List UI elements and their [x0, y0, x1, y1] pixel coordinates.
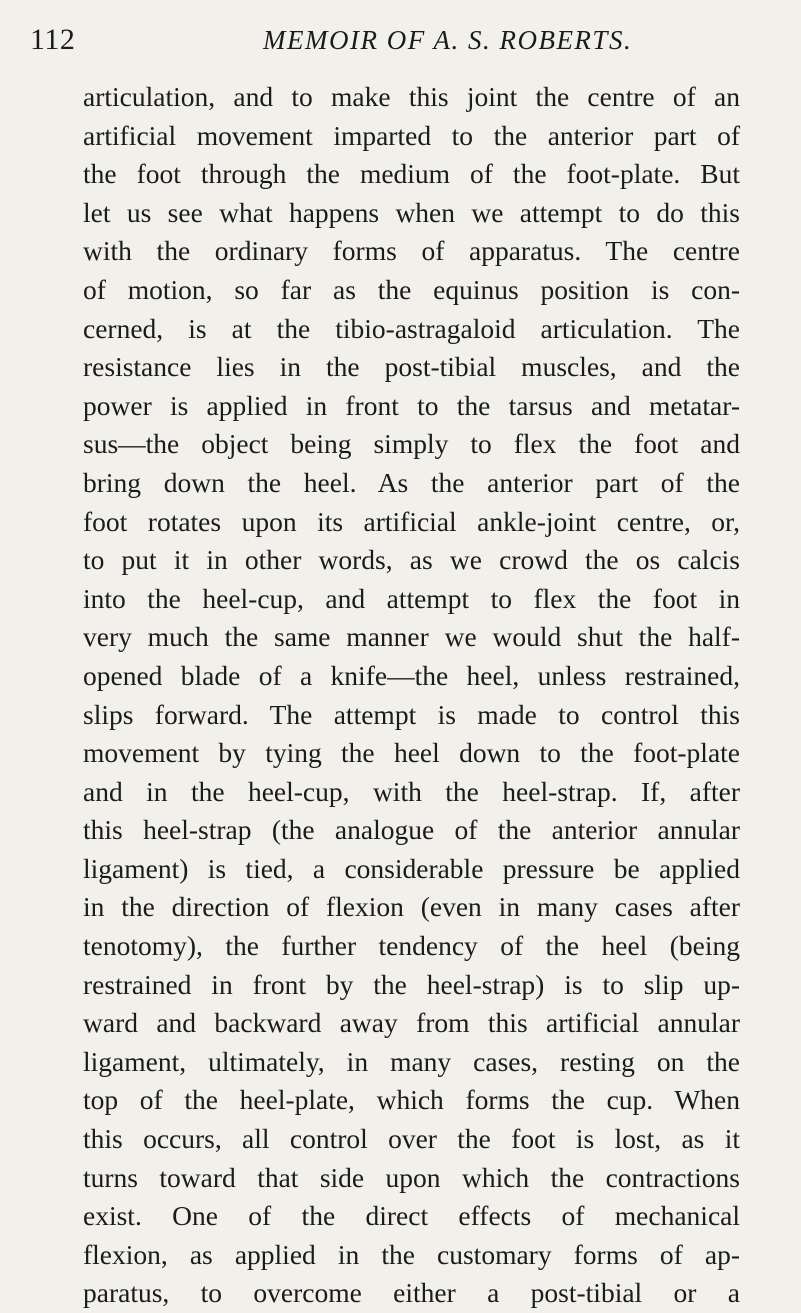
text-line: to put it in other words, as we crowd the os calcis — [83, 544, 740, 576]
text-line: resistance lies in the post-tibial muscles, and the — [83, 351, 740, 383]
text-line: movement by tying the heel down to the foot-plate — [83, 737, 740, 769]
text-line: opened blade of a knife—the heel, unless restrained, — [83, 659, 740, 691]
text-line: exist. One of the direct effects of mechanical — [83, 1200, 740, 1232]
text-line: turns toward that side upon which the contractions — [83, 1161, 740, 1193]
text-line: bring down the heel. As the anterior part of the — [83, 466, 740, 498]
text-line: power is applied in front to the tarsus and metatar- — [83, 389, 740, 421]
body-text — [83, 78, 740, 1313]
text-line: this heel-strap (the analogue of the anterior annular — [83, 814, 740, 846]
text-line: cerned, is at the tibio-astragaloid articulation. The — [83, 312, 740, 344]
text-line: tenotomy), the further tendency of the heel (being — [83, 930, 740, 962]
text-line: let us see what happens when we attempt to do this — [83, 196, 740, 228]
text-line: paratus, to overcome either a post-tibial or a — [83, 1277, 740, 1309]
text-line: top of the heel-plate, which forms the cup. When — [83, 1084, 740, 1116]
running-head — [30, 20, 748, 60]
text-line: restrained in front by the heel-strap) is to slip up- — [83, 968, 740, 1000]
text-line: ligament, ultimately, in many cases, resting on the — [83, 1045, 740, 1077]
text-line: sus—the object being simply to flex the foot and — [83, 428, 740, 460]
text-line: with the ordinary forms of apparatus. The centre — [83, 235, 740, 267]
text-line: very much the same manner we would shut the half- — [83, 621, 740, 653]
text-line: artificial movement imparted to the anterior part of — [83, 119, 740, 151]
text-line: flexion, as applied in the customary forms of ap- — [83, 1238, 740, 1270]
text-line: ligament) is tied, a considerable pressure be applied — [83, 852, 740, 884]
page-number: 112 — [30, 23, 76, 56]
text-line: slips forward. The attempt is made to control this — [83, 698, 740, 730]
text-line: this occurs, all control over the foot is lost, as it — [83, 1123, 740, 1155]
text-line: ward and backward away from this artificial annular — [83, 1007, 740, 1039]
text-line: into the heel-cup, and attempt to flex the foot in — [83, 582, 740, 614]
text-line: and in the heel-cup, with the heel-strap. If, after — [83, 775, 740, 807]
text-line: the foot through the medium of the foot-plate. But — [83, 158, 740, 190]
text-line: articulation, and to make this joint the centre of an — [83, 81, 740, 112]
text-line: of motion, so far as the equinus position is con- — [83, 273, 740, 305]
running-title: MEMOIR OF A. S. ROBERTS. — [263, 25, 633, 55]
text-line: in the direction of flexion (even in many cases after — [83, 891, 740, 923]
text-line: foot rotates upon its artificial ankle-joint centre, or, — [83, 505, 740, 537]
